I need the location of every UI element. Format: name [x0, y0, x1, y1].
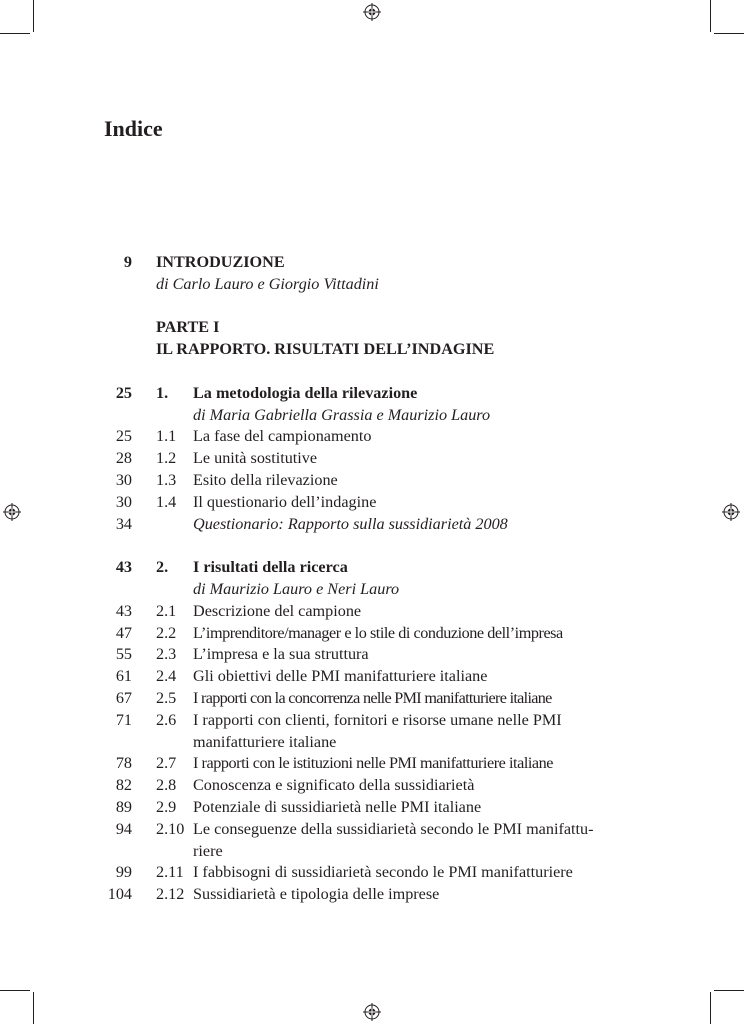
toc-section-number: 2.11 [156, 863, 184, 882]
toc-section-number: 2.1 [156, 601, 177, 620]
toc-section-number: 2.12 [156, 885, 185, 904]
toc-section [100, 819, 660, 841]
toc-section [100, 470, 660, 492]
toc-section-title: I rapporti con la concorrenza nelle PMI manifatturiere italiane [193, 688, 552, 707]
toc-chapter-number: 1. [156, 383, 169, 402]
toc-section-number: 1.4 [156, 492, 177, 511]
toc-section [100, 644, 660, 666]
toc-section [100, 775, 660, 797]
toc-part-label [100, 317, 660, 339]
toc-section-number: 1.2 [156, 449, 177, 468]
toc-section-number: 1.1 [156, 427, 177, 446]
crop-mark [710, 992, 711, 1024]
toc-entry-authors [100, 274, 660, 296]
toc-section-title: I rapporti con clienti, fornitori e risorse umane nelle PMI [193, 710, 562, 729]
toc-page-number: 55 [115, 645, 132, 664]
toc-page-number: 43 [115, 601, 132, 620]
toc-section-title: Potenziale di sussidiarietà nelle PMI italiane [193, 797, 482, 816]
toc-page-number: 78 [115, 754, 132, 773]
toc-page-number: 25 [115, 427, 132, 446]
toc-section-title: La fase del campionamento [193, 427, 372, 446]
registration-mark-icon [3, 503, 21, 521]
toc-chapter-authors [100, 579, 660, 601]
toc-part-title [100, 339, 660, 361]
toc-section-number: 2.8 [156, 776, 177, 795]
toc-section-title: manifatturiere italiane [193, 732, 337, 751]
toc-page-number: 28 [115, 449, 132, 468]
toc-page-number: 25 [115, 383, 132, 402]
toc-section-number: 2.5 [156, 688, 177, 707]
toc-page-number: 82 [115, 776, 132, 795]
toc-authors-text: di Maria Gabriella Grassia e Maurizio Lauro [193, 405, 491, 424]
toc-section-title: Le unità sostitutive [193, 449, 318, 468]
toc-section-continuation [100, 732, 660, 754]
toc-page-number: 43 [115, 558, 132, 577]
toc-section [100, 514, 660, 536]
toc-section-title: L’imprenditore/manager e lo stile di conduzione dell’impresa [193, 623, 563, 642]
toc-section-number: 2.3 [156, 645, 177, 664]
toc-section [100, 448, 660, 470]
toc-section [100, 688, 660, 710]
toc-section [100, 492, 660, 514]
crop-mark [33, 992, 34, 1024]
toc-section-title: Questionario: Rapporto sulla sussidiarietà 2008 [193, 514, 508, 533]
page-title: Indice [104, 116, 163, 141]
table-of-contents [100, 252, 660, 906]
crop-mark [0, 33, 30, 34]
toc-section [100, 862, 660, 884]
toc-section-title: riere [193, 841, 223, 860]
toc-authors-text: di Carlo Lauro e Giorgio Vittadini [156, 274, 379, 293]
toc-page-number: 67 [115, 688, 132, 707]
toc-section [100, 666, 660, 688]
part-title-text: IL RAPPORTO. RISULTATI DELL’INDAGINE [156, 340, 495, 359]
toc-section [100, 753, 660, 775]
toc-section [100, 623, 660, 645]
crop-mark [714, 33, 744, 34]
toc-section-title: Descrizione del campione [193, 601, 362, 620]
toc-section [100, 884, 660, 906]
toc-section-number: 2.4 [156, 667, 177, 686]
toc-section-title: Gli obiettivi delle PMI manifatturiere italiane [193, 667, 488, 686]
toc-section-number: 2.10 [156, 819, 185, 838]
toc-entry-title: INTRODUZIONE [156, 253, 285, 271]
toc-section-title: Il questionario dell’indagine [193, 492, 377, 511]
toc-section-number: 2.2 [156, 623, 177, 642]
spacer [100, 535, 660, 557]
registration-mark-icon [363, 3, 381, 21]
toc-section-continuation [100, 841, 660, 863]
spacer [100, 361, 660, 383]
toc-section-title: Le conseguenze della sussidiarietà secondo le PMI manifattu- [193, 819, 594, 838]
crop-mark [0, 990, 30, 991]
toc-page-number: 30 [115, 470, 132, 489]
toc-page-number: 99 [115, 863, 132, 882]
toc-section-title: Conoscenza e significato della sussidiarietà [193, 776, 475, 795]
toc-section [100, 426, 660, 448]
toc-authors-text: di Maurizio Lauro e Neri Lauro [193, 579, 400, 598]
toc-section [100, 710, 660, 732]
spacer [100, 296, 660, 318]
toc-section-title: Sussidiarietà e tipologia delle imprese [193, 885, 440, 904]
toc-chapter-title: I risultati della ricerca [193, 558, 348, 577]
toc-page-number: 94 [115, 819, 132, 838]
toc-chapter-1 [100, 383, 660, 405]
toc-chapter-title: La metodologia della rilevazione [193, 383, 418, 402]
crop-mark [714, 990, 744, 991]
toc-section-number: 2.9 [156, 797, 177, 816]
toc-page-number: 104 [107, 885, 132, 904]
part-label-text: PARTE I [156, 318, 220, 337]
toc-entry-intro [100, 252, 660, 274]
crop-mark [33, 0, 34, 32]
toc-page-number: 30 [115, 492, 132, 511]
toc-page-number: 9 [123, 253, 132, 271]
crop-mark [710, 0, 711, 32]
toc-section-number: 2.6 [156, 710, 177, 729]
toc-page-number: 89 [115, 797, 132, 816]
toc-chapter-authors [100, 405, 660, 427]
toc-section-number: 1.3 [156, 470, 177, 489]
toc-page-number: 34 [115, 514, 132, 533]
toc-section-number [132, 514, 193, 536]
registration-mark-icon [363, 1003, 381, 1021]
toc-section-title: L’impresa e la sua struttura [193, 645, 369, 664]
toc-section-title: I rapporti con le istituzioni nelle PMI manifatturiere italiane [193, 754, 554, 773]
toc-section-number: 2.7 [156, 754, 177, 773]
toc-chapter-number: 2. [156, 558, 169, 577]
toc-chapter-2 [100, 557, 660, 579]
toc-section-title: I fabbisogni di sussidiarietà secondo le PMI manifatturiere [193, 863, 573, 882]
toc-page-number: 71 [115, 710, 132, 729]
toc-page-number: 61 [115, 667, 132, 686]
toc-section-title: Esito della rilevazione [193, 470, 338, 489]
toc-page-number: 47 [115, 623, 132, 642]
toc-section [100, 797, 660, 819]
registration-mark-icon [722, 503, 740, 521]
toc-section [100, 601, 660, 623]
